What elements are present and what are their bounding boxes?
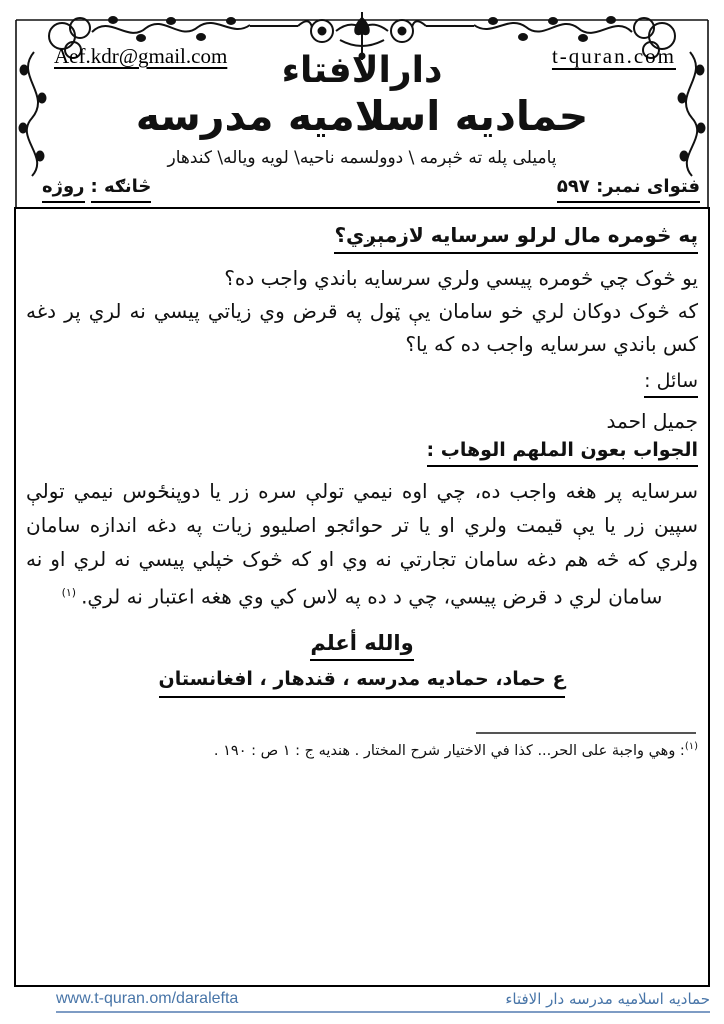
category-field (42, 176, 151, 197)
question-paragraph: که څوک دوکان لري خو سامان یې ټول په قرض وي زیاتي پیسي نه لري پر دغه کس باندي سرسایه واجب ده که یا؟ (26, 299, 698, 356)
signature-line: ع حماد، حمادیه مدرسه ، قندهار ، افغانستان (159, 668, 566, 698)
page-title: دارالافتاء (281, 50, 443, 91)
footer-link[interactable]: www.t-quran.om/daralefta (56, 990, 239, 1007)
asker-label: سائل : (644, 370, 698, 398)
footnote-text: : وهي واجبة علی الحر... کذا في الاختیار شرح المختار . هندیه ج : ١ ص : ١٩٠ . (213, 742, 685, 759)
answer-text: سرسایه پر هغه واجب ده، چي اوه نیمي تولې سره زر یا دوپنځوس نیمي تولې سپین زر یا یې قیمت ولري او یا تر حوائجو اصلیوو زیات په دغه اندازه سامان ولري که څه هم دغه سامان تجارتي نه وي او که څوک خپلي پیسي نه لري او نه سامان لري د قرض پیسي، چي د ده په لاس کي وي هغه اعتبار نه لري. (26, 479, 698, 609)
footnote-ref: (١) (61, 586, 77, 599)
footer-title: حمادیه اسلامیه مدرسه دار الافتاء (505, 990, 710, 1008)
website-link[interactable]: t-quran.com (551, 44, 676, 68)
page-footer (56, 990, 710, 1013)
question-heading: په څومره مال لرلو سرسایه لازمېږي؟ (334, 223, 698, 254)
footnote-marker: (١) (684, 740, 698, 752)
closing-block (26, 631, 698, 698)
email-link[interactable]: Aef.kdr@gmail.com (54, 44, 228, 68)
madrasa-name: حمادیه اسلامیه مدرسه (135, 92, 589, 140)
answer-paragraph (26, 474, 698, 614)
category-value: روژه (42, 176, 85, 203)
closing-phrase: والله أعلم (310, 631, 413, 661)
answer-heading: الجواب بعون الملهم الوهاب : (427, 439, 698, 467)
footnote-separator (476, 732, 696, 734)
question-line-1: یو څوک چي څومره پیسي ولري سرسایه باندي واجب ده؟ (224, 266, 698, 290)
asker-name: جمیل احمد (606, 409, 698, 433)
address-line: پامیلی پله ته څېرمه \ دوولسمه ناحیه\ لویه ویاله\ کندهار (167, 148, 557, 168)
footnote (26, 741, 698, 759)
fatwa-number-value: ۵۹۷ (556, 176, 590, 197)
fatwa-content-box (14, 207, 710, 987)
fatwa-number-field (557, 176, 700, 203)
category-label: څانګه : (91, 176, 152, 203)
fatwa-number-label: فتوای نمبر: (596, 176, 700, 197)
